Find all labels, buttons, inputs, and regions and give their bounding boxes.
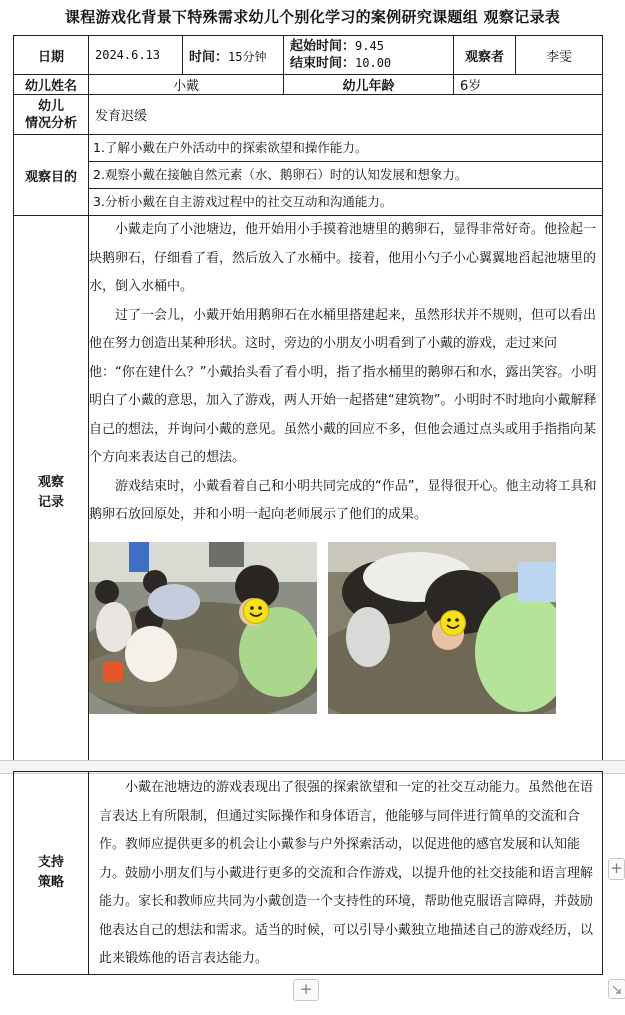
child-age-label: 幼儿年龄 xyxy=(284,75,454,95)
observer-value[interactable]: 李雯 xyxy=(516,36,603,75)
child-name-value[interactable]: 小戴 xyxy=(89,75,284,95)
start-time-label: 起始时间： xyxy=(290,39,356,54)
date-value[interactable]: 2024.6.13 xyxy=(89,36,183,75)
document-title: 课程游戏化背景下特殊需求幼儿个别化学习的案例研究课题组 观察记录表 xyxy=(64,8,561,26)
date-label: 日期 xyxy=(14,36,89,75)
child-name-label: 幼儿姓名 xyxy=(14,75,89,95)
end-time-label: 结束时间： xyxy=(290,56,356,71)
purpose-label: 观察目的 xyxy=(14,135,89,216)
purpose-item: 3.分析小戴在自主游戏过程中的社交互动和沟通能力。 xyxy=(93,194,393,209)
duration-cell[interactable]: 时间：15分钟 xyxy=(183,36,284,75)
analysis-value[interactable]: 发育迟缓 xyxy=(89,95,603,135)
purpose-item: 1.了解小戴在户外活动中的探索欲望和操作能力。 xyxy=(89,135,602,162)
photo-area xyxy=(89,530,602,770)
support-table xyxy=(13,771,603,975)
add-row-button[interactable]: + xyxy=(293,979,319,1001)
record-cell[interactable] xyxy=(89,216,603,771)
support-cell[interactable] xyxy=(89,772,603,975)
child-age-value[interactable]: 6岁 xyxy=(454,75,603,95)
end-time-value: 10.00 xyxy=(355,56,392,70)
activity-photo-2[interactable] xyxy=(328,542,556,714)
record-paragraph: 小戴走向了小池塘边，他开始用小手摸着池塘里的鹅卵石，显得非常好奇。他捡起一块鹅卵石，仔细看了看，然后放入了水桶中。接着，他用小勺子小心翼翼地舀起池塘里的水，倒入水桶中。 xyxy=(89,222,597,294)
time-range-cell[interactable] xyxy=(284,36,454,75)
start-time-value: 9.45 xyxy=(355,39,384,53)
record-paragraph: 游戏结束时，小戴看着自己和小明共同完成的“作品”，显得很开心。他主动将工具和鹅卵石放回原处，并和小明一起向老师展示了他们的成果。 xyxy=(89,478,597,522)
record-label: 观察 记录 xyxy=(14,216,89,771)
record-paragraph: 过了一会儿，小戴开始用鹅卵石在水桶里搭建起来，虽然形状并不规则，但可以看出他在努力创造出某种形状。这时，旁边的小朋友小明看到了小戴的游戏，走过来问他：“你在建什么？”小戴抬头看了看小明，指了指水桶里的鹅卵石和水，露出笑容。小明明白了小戴的意思，加入了游戏，两人开始一起搭建“建筑物”。小明时不时地向小戴解释自己的想法，并询问小戴的意见。虽然小戴的回应不多，但他会通过点头或用手指指向某个方向来表达自己的想法。 xyxy=(89,307,597,465)
observation-table xyxy=(13,35,603,771)
purpose-cell[interactable] xyxy=(89,135,603,216)
observer-label: 观察者 xyxy=(454,36,516,75)
smiley-face-icon xyxy=(440,610,466,636)
support-label: 支持 策略 xyxy=(14,772,89,975)
analysis-label: 幼儿 情况分析 xyxy=(14,95,89,135)
smiley-face-icon xyxy=(243,598,269,624)
activity-photo-1[interactable] xyxy=(89,542,317,714)
support-paragraph: 小戴在池塘边的游戏表现出了很强的探索欲望和一定的社交互动能力。虽然他在语言表达上有所限制，但通过实际操作和身体语言，他能够与同伴进行简单的交流和合作。教师应提供更多的机会让小戴参与户外探索活动，以促进他的感官发展和认知能力。鼓励小朋友们与小戴进行更多的交流和合作游戏，以提升他的社交技能和语言理解能力。家长和教师应共同为小戴创造一个支持性的环境，帮助他克服语言障碍，并鼓励他表达自己的想法和需求。适当的时候，可以引导小戴独立地描述自己的游戏经历，以此来锻炼他的语言表达能力。 xyxy=(99,780,594,966)
resize-handle-icon[interactable] xyxy=(608,979,625,999)
purpose-item: 2.观察小戴在接触自然元素（水、鹅卵石）时的认知发展和想象力。 xyxy=(89,162,602,189)
add-column-button[interactable]: + xyxy=(608,858,625,880)
